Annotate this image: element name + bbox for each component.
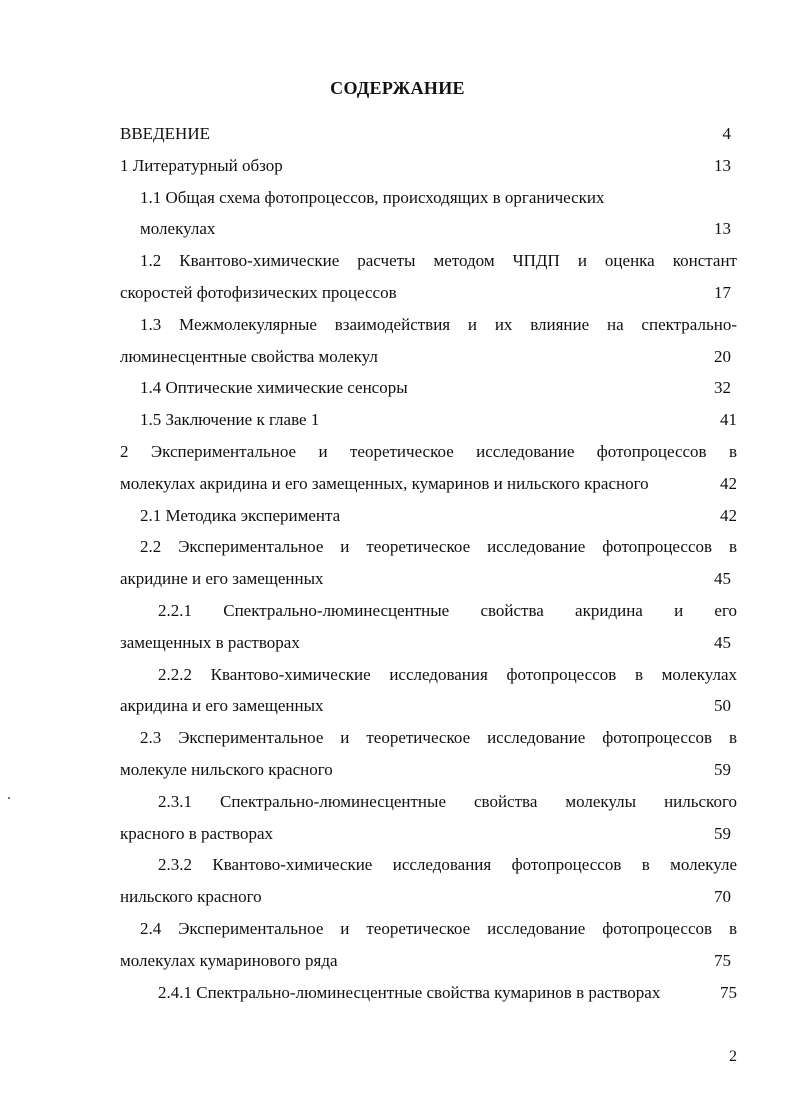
- page-number: 2: [729, 1048, 737, 1065]
- toc-entry-2-3[interactable]: [120, 722, 737, 786]
- toc-entry-text: 2.1 Методика эксперимента: [140, 505, 341, 525]
- toc-entry-text-cont: акридине и его замещенных: [120, 569, 324, 589]
- toc-entry-1-5[interactable]: [120, 404, 737, 436]
- toc-entry-page: 20: [714, 346, 731, 366]
- toc-entry-text-cont: люминесцентные свойства молекул: [120, 346, 378, 366]
- toc-entry-text-cont: нильского красного: [120, 887, 262, 907]
- toc-entry-1-2[interactable]: [120, 245, 737, 309]
- toc-entry-text: 2.4.1 Спектрально-люминесцентные свойства кумаринов в растворах: [158, 982, 661, 1002]
- toc-entry-text: 1.2 Квантово-химические расчеты методом ЧПДП и оценка констант: [140, 251, 737, 271]
- toc-entry-2-4[interactable]: [120, 913, 737, 977]
- toc-entry-page: 59: [714, 823, 731, 843]
- toc-entry-text-cont: молекулах: [140, 219, 216, 239]
- toc-entry-text-cont: акридина и его замещенных: [120, 696, 324, 716]
- toc-entry-1-1[interactable]: [120, 182, 737, 246]
- toc-entry-2-4-1[interactable]: [120, 977, 737, 1009]
- toc-entry-page: 17: [714, 282, 731, 302]
- toc-entry-text: 2.2 Экспериментальное и теоретическое исследование фотопроцессов в: [140, 537, 737, 557]
- toc-entry-text: 2.2.2 Квантово-химические исследования фотопроцессов в молекулах: [158, 664, 737, 684]
- toc-entry-page: 13: [714, 155, 731, 175]
- toc-entry-2-1[interactable]: [120, 500, 737, 532]
- toc-entry-text: 1.1 Общая схема фотопроцессов, происходящих в органических: [140, 187, 605, 207]
- toc-entry-chapter-2[interactable]: [120, 436, 737, 500]
- toc-entry-text: 2.3.2 Квантово-химические исследования фотопроцессов в молекуле: [158, 855, 737, 875]
- toc-entry-page: 75: [720, 982, 737, 1002]
- toc-entry-chapter-1[interactable]: [120, 150, 737, 182]
- toc-entry-page: 50: [714, 696, 731, 716]
- toc-entry-text: 1.4 Оптические химические сенсоры: [140, 378, 408, 398]
- toc-entry-page: 70: [714, 887, 731, 907]
- toc-entry-text-cont: молекулах акридина и его замещенных, кумаринов и нильского красного: [120, 473, 649, 493]
- table-of-contents: [120, 118, 737, 1008]
- toc-entry-page: 4: [722, 124, 731, 143]
- toc-entry-text: 2.2.1 Спектрально-люминесцентные свойства акридина и его: [158, 600, 737, 620]
- toc-entry-text: ВВЕДЕНИЕ: [120, 124, 210, 143]
- toc-entry-1-4[interactable]: [120, 372, 737, 404]
- toc-entry-page: 59: [714, 759, 731, 779]
- toc-entry-1-3[interactable]: [120, 309, 737, 373]
- toc-entry-page: 75: [714, 950, 731, 970]
- toc-entry-text-cont: замещенных в растворах: [120, 632, 300, 652]
- toc-entry-text: 1.3 Межмолекулярные взаимодействия и их влияние на спектрально-: [140, 314, 737, 334]
- toc-entry-2-3-2[interactable]: [120, 849, 737, 913]
- page-title: СОДЕРЖАНИЕ: [330, 78, 465, 98]
- toc-entry-page: 42: [720, 505, 737, 525]
- scan-speck: [8, 797, 10, 799]
- toc-entry-page: 45: [714, 569, 731, 589]
- toc-entry-introduction[interactable]: [120, 118, 737, 150]
- toc-entry-2-3-1[interactable]: [120, 786, 737, 850]
- toc-entry-text-cont: красного в растворах: [120, 823, 273, 843]
- toc-entry-2-2-2[interactable]: [120, 659, 737, 723]
- toc-entry-2-2[interactable]: [120, 531, 737, 595]
- toc-entry-page: 13: [714, 219, 731, 239]
- toc-entry-text-cont: молекулах кумаринового ряда: [120, 950, 338, 970]
- toc-entry-text-cont: молекуле нильского красного: [120, 759, 333, 779]
- toc-entry-page: 42: [720, 473, 737, 493]
- toc-entry-text: 2 Экспериментальное и теоретическое исследование фотопроцессов в: [120, 441, 737, 461]
- toc-entry-2-2-1[interactable]: [120, 595, 737, 659]
- toc-entry-text: 2.3 Экспериментальное и теоретическое исследование фотопроцессов в: [140, 728, 737, 748]
- toc-entry-page: 45: [714, 632, 731, 652]
- toc-entry-text: 2.4 Экспериментальное и теоретическое исследование фотопроцессов в: [140, 918, 737, 938]
- toc-entry-page: 41: [720, 410, 737, 430]
- toc-entry-text: 1.5 Заключение к главе 1: [140, 410, 320, 430]
- toc-entry-text: 2.3.1 Спектрально-люминесцентные свойства молекулы нильского: [158, 791, 737, 811]
- toc-entry-text: 1 Литературный обзор: [120, 155, 283, 175]
- toc-entry-page: 32: [714, 378, 731, 398]
- toc-entry-text-cont: скоростей фотофизических процессов: [120, 282, 397, 302]
